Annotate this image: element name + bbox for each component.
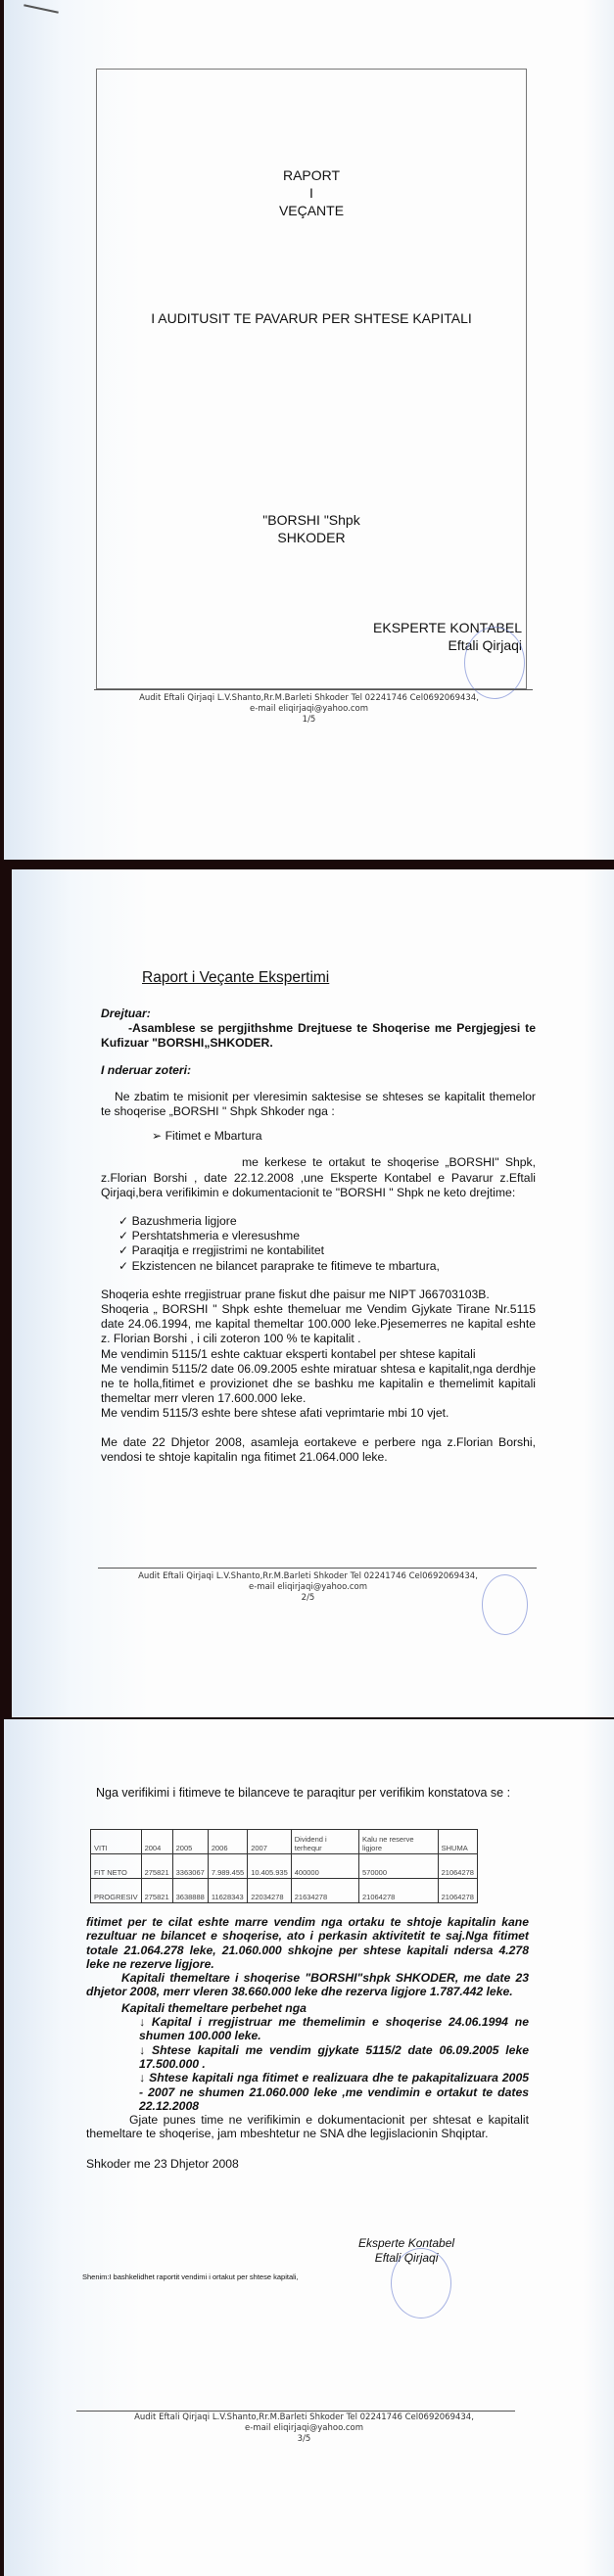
source-item xyxy=(101,1129,536,1144)
cover-company xyxy=(96,511,527,546)
check-label: Bazushmeria ligjore xyxy=(131,1214,237,1229)
page-2-report xyxy=(12,869,614,1717)
table-cell: PROGRESIV xyxy=(91,1879,142,1903)
stamp-icon xyxy=(482,1574,528,1635)
stamp-icon xyxy=(391,2248,451,2318)
table-header-row xyxy=(91,1830,478,1854)
check-label: Ekzistencen ne bilancet paraprake te fitimeve te mbartura, xyxy=(131,1258,440,1273)
fact: Shoqeria eshte rregjistruar prane fiskut dhe paisur me NIPT J66703103B. xyxy=(101,1287,490,1301)
table-row xyxy=(91,1854,478,1879)
page-number: 2/5 xyxy=(301,1593,315,1603)
company-name: "BORSHI "Shpk xyxy=(262,512,360,528)
check-list xyxy=(101,1214,536,1274)
table-cell: 570000 xyxy=(358,1854,438,1879)
paragraph-basis: Gjate punes time ne verifikimin e dokumentacionit per shtesat e kapitalit themeltare te shoqerise, jam mbeshtetur ne SNA dhe legjislacionin Shqiptar. xyxy=(86,2113,529,2141)
place-date: Shkoder me 23 Dhjetor 2008 xyxy=(86,2156,239,2171)
fact: Shoqeria „ BORSHI " Shpk eshte themeluar me Vendim Gjykate Tirane Nr.5115 date 24.06.1994, me kapital themeltar 100.000 leke.Pjesemerres ne kapital eshte z. Florian Borshi , i cili zoteron 100 % te kapitalit . xyxy=(101,1302,536,1346)
table-cell: 400000 xyxy=(291,1854,358,1879)
addressee: -Asamblese se pergjithshme Drejtuese te Shoqerise me Pergjegjesi te Kufizuar "BORSHI„SHKODER. xyxy=(101,1021,536,1051)
table-header: VITI xyxy=(91,1830,142,1854)
composition-label: Kapitali themeltare perbehet nga xyxy=(121,2000,307,2015)
fact: Me vendimin 5115/1 eshte caktuar eksperti kontabel per shtese kapitali xyxy=(101,1346,476,1361)
cover-title xyxy=(96,166,527,219)
composition-label: Kapital i rregjistruar me themelimin e shoqerise 24.06.1994 ne shumen 100.000 leke. xyxy=(139,2015,529,2043)
paragraph-capital: Kapitali themeltare i shoqerise "BORSHI"shpk SHKODER, me date 23 dhjetor 2008, merr vleren 38.660.000 leke dhe rezerva ligjore 1.787.442 leke. xyxy=(86,1971,529,1999)
report-body xyxy=(86,1915,529,2171)
checkmark-icon: ✓ xyxy=(118,1243,132,1258)
table-row xyxy=(91,1879,478,1903)
footer-address: Audit Eftali Qirjaqi L.V.Shanto,Rr.M.Barleti Shkoder Tel 02241746 Cel0692069434, xyxy=(138,1571,478,1581)
paragraph-profits: fitimet per te cilat eshte marre vendim nga ortaku te shtoje kapitalin kane rezultuar ne bilancet e shoqerise, ato i perkasin aktivitetit te saj.Nga fitimet totale 21.064.278 leke, 21.060.000 shkojne per shtese kapitali ndersa 4.278 leke ne rezerve ligjore. xyxy=(86,1915,529,1971)
table-header: 2007 xyxy=(248,1830,292,1854)
title-line: RAPORT xyxy=(282,167,341,183)
table-cell: 3363067 xyxy=(172,1854,208,1879)
footer-rule xyxy=(94,689,533,690)
decision-paragraph: Me date 22 Dhjetor 2008, asamleja eortakeve e perbere nga z.Florian Borshi, vendosi te shtoje kapitalin nga fitimet 21.064.000 leke. xyxy=(101,1434,536,1464)
table-header: 2006 xyxy=(208,1830,247,1854)
composition-item xyxy=(139,2015,529,2043)
checkmark-icon: ✓ xyxy=(118,1214,132,1229)
check-item xyxy=(118,1259,536,1274)
addressed-label: Drejtuar: xyxy=(101,1007,151,1020)
footer-email: e-mail eliqirjaqi@yahoo.com xyxy=(249,1582,367,1592)
page-footer xyxy=(4,693,614,726)
check-item xyxy=(118,1243,536,1258)
fact: Me vendimin 5115/2 date 06.09.2005 eshte miratuar shtesa e kapitalit,nga derdhje ne te holla,fitimet e provizionet dhe se bashku me kapitalin e themelimit kapitali themeltar merr vleren 17.600.000 leke. xyxy=(101,1361,536,1406)
stamp-icon xyxy=(464,627,525,699)
table-header: 2004 xyxy=(141,1830,172,1854)
footer-email: e-mail eliqirjaqi@yahoo.com xyxy=(250,704,368,714)
cover-frame xyxy=(96,69,527,689)
page-number: 3/5 xyxy=(297,2434,311,2444)
cover-subtitle: I AUDITUSIT TE PAVARUR PER SHTESE KAPITALI xyxy=(151,310,472,326)
table-header: 2005 xyxy=(172,1830,208,1854)
arrow-down-icon: ↓ xyxy=(139,2042,152,2057)
check-label: Paraqitja e rregjistrimi ne kontabilitet xyxy=(131,1243,325,1258)
attachment-note: Shenim:I bashkelidhet raportit vendimi i ortakut per shtese kapitali, xyxy=(82,2272,299,2281)
profit-table xyxy=(90,1829,478,1903)
footer-email: e-mail eliqirjaqi@yahoo.com xyxy=(245,2423,363,2433)
page-number: 1/5 xyxy=(302,715,316,725)
footer-address: Audit Eftali Qirjaqi L.V.Shanto,Rr.M.Barleti Shkoder Tel 02241746 Cel0692069434, xyxy=(139,693,479,703)
title-line: VEÇANTE xyxy=(278,203,345,218)
table-intro: Nga verifikimi i fitimeve te bilanceve te paraqitur per verifikim konstatova se : xyxy=(96,1786,511,1800)
intro-paragraph: Ne zbatim te misionit per vleresimin saktesise se shteses se kapitalit themelor te shoqerise „BORSHI " Shpk Shkoder nga : xyxy=(101,1089,536,1119)
table-cell: FIT NETO xyxy=(91,1854,142,1879)
table-cell: 10.405.935 xyxy=(248,1854,292,1879)
footer-address: Audit Eftali Qirjaqi L.V.Shanto,Rr.M.Barleti Shkoder Tel 02241746 Cel0692069434, xyxy=(134,2412,474,2422)
signer-name: Eftali Qirjaqi xyxy=(374,2251,439,2265)
table-header: Kalu ne reserve ligjore xyxy=(358,1830,438,1854)
title-line: I xyxy=(309,185,313,201)
composition-label: Shtese kapitali nga fitimet e realizuara dhe te pakapitalizuara 2005 - 2007 ne shumen 21.060.000 leke ,me vendimin e ortakut te dates 22.12.2008 xyxy=(139,2071,530,2113)
check-label: Pershtatshmeria e vleresushme xyxy=(131,1229,300,1243)
signer-role: Eksperte Kontabel xyxy=(358,2236,455,2250)
composition-list xyxy=(86,2015,529,2113)
salutation: I nderuar zoteri: xyxy=(101,1062,192,1077)
report-heading: Raport i Veçante Ekspertimi xyxy=(142,969,330,986)
pen-mark xyxy=(24,4,59,13)
report-body xyxy=(101,1007,536,1465)
table-cell: 11628343 xyxy=(208,1879,247,1903)
table-cell: 21634278 xyxy=(291,1879,358,1903)
table-cell: 275821 xyxy=(141,1854,172,1879)
table-cell: 7.989.455 xyxy=(208,1854,247,1879)
table-header: SHUMA xyxy=(438,1830,477,1854)
source-item-label: Fitimet e Mbartura xyxy=(165,1129,262,1144)
signer-role: EKSPERTE KONTABEL xyxy=(373,620,522,635)
table-cell: 22034278 xyxy=(248,1879,292,1903)
company-city: SHKODER xyxy=(277,530,346,545)
table-cell: 21064278 xyxy=(438,1854,477,1879)
table-cell: 21064278 xyxy=(438,1879,477,1903)
table-cell: 3638888 xyxy=(172,1879,208,1903)
composition-item xyxy=(139,2043,529,2072)
page-1-cover xyxy=(4,0,614,860)
arrow-down-icon: ↓ xyxy=(139,2071,150,2085)
signer-name: Eftali Qirjaqi xyxy=(448,637,522,653)
fact: Me vendim 5115/3 eshte bere shtese afati veprimtarie mbi 10 vjet. xyxy=(101,1406,449,1421)
table-cell: 275821 xyxy=(141,1879,172,1903)
footer-rule xyxy=(98,1568,537,1569)
composition-item xyxy=(139,2071,529,2113)
checkmark-icon: ✓ xyxy=(118,1258,132,1273)
arrow-bullet-icon: ➢ xyxy=(152,1129,165,1144)
page-footer xyxy=(0,2412,614,2445)
table-cell: 21064278 xyxy=(358,1879,438,1903)
arrow-down-icon: ↓ xyxy=(139,2015,152,2030)
composition-label: Shtese kapitali me vendim gjykate 5115/2 date 06.09.2005 leke 17.500.000 . xyxy=(139,2042,530,2071)
check-item xyxy=(118,1214,536,1229)
footer-rule xyxy=(76,2411,515,2412)
page-3-report xyxy=(4,1719,614,2576)
request-paragraph: me kerkese te ortakut te shoqerise „BORSHI" Shpk, z.Florian Borshi , date 22.12.2008 ,une Eksperte Kontabel e Pavarur z.Eftali Qirjaqi,bera verifikimin e dokumentacionit te "BORSHI " Shpk ne keto drejtime: xyxy=(101,1155,536,1199)
table-header: Dividend i terhequr xyxy=(291,1830,358,1854)
checkmark-icon: ✓ xyxy=(118,1229,132,1243)
check-item xyxy=(118,1229,536,1243)
